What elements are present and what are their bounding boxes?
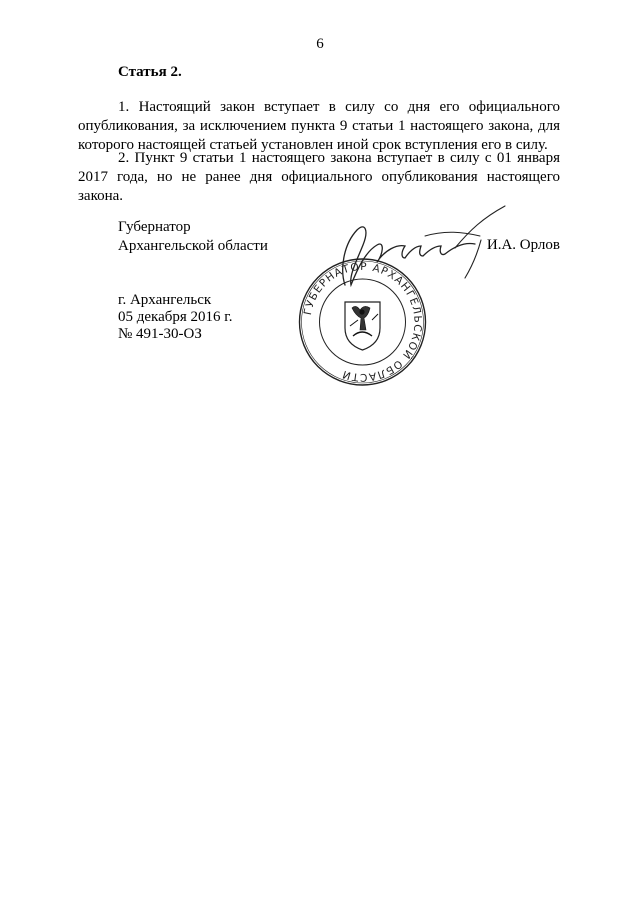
article-paragraph-2: 2. Пункт 9 статьи 1 настоящего закона вступает в силу с 01 января 2017 года, но не ранее дня официального опубликования настоящего закона. (78, 150, 560, 204)
signatory-title-line-1: Губернатор (118, 219, 191, 235)
article-paragraph-1: 1. Настоящий закон вступает в силу со дня его официального опубликования, за исключением пункта 9 статьи 1 настоящего закона, для которого настоящей статьей установлен иной срок вступления его в силу. (78, 99, 560, 153)
signatory-title-line-2: Архангельской области (118, 238, 268, 254)
place-city: г. Архангельск (118, 292, 212, 308)
signatory-name: И.А. Орлов (486, 237, 560, 253)
place-date-block (118, 292, 233, 343)
seal-ring-text: ГУБЕРНАТОР АРХАНГЕЛЬСКОЙ ОБЛАСТИ (301, 260, 424, 384)
signatory-title (118, 218, 268, 256)
article-heading: Статья 2. (118, 64, 182, 80)
page-number: 6 (316, 36, 324, 52)
document-number: № 491-30-ОЗ (118, 326, 202, 342)
document-date: 05 декабря 2016 г. (118, 309, 233, 325)
signature-icon (305, 200, 530, 300)
handwritten-signature (305, 200, 530, 300)
